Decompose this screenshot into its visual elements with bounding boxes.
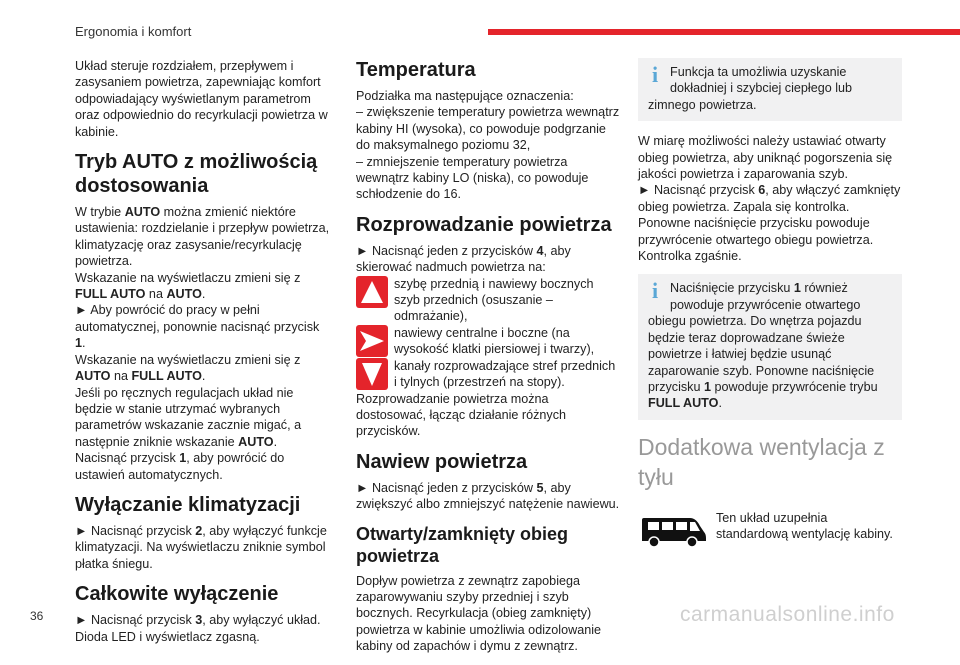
- face-airflow-icon: [356, 325, 388, 357]
- feet-airflow-icon: [356, 358, 388, 390]
- recirc-advice-paragraph: W miarę możliwości należy ustawiać otwarty obieg powietrza, aby uniknąć pogorszenia się jakości powietrza i zaparowania szyb.: [638, 134, 893, 182]
- column-2: [356, 58, 620, 665]
- van-icon: [638, 510, 708, 548]
- watermark: carmanualsonline.info: [680, 603, 895, 626]
- distribution-item-face: nawiewy centralne i boczne (na wysokość klatki piersiowej i twarzy),: [356, 325, 620, 358]
- recirc-button-paragraph: ► Nacisnąć przycisk 6, aby włączyć zamknięty obieg powietrza. Zapala się kontrolka.: [638, 183, 901, 214]
- recirc-off-paragraph: Ponowne naciśnięcie przycisku powoduje przywrócenie otwartego obiegu powietrza. Kontrolka zgaśnie.: [638, 216, 874, 264]
- info-box-1: i Funkcja ta umożliwia uzyskanie dokładniej i szybciej ciepłego lub zimnego powietrza.: [638, 58, 902, 121]
- temperature-heading: Temperatura: [356, 59, 476, 81]
- column-3: [638, 58, 902, 548]
- fan-heading: Nawiew powietrza: [356, 450, 528, 473]
- info-icon: i: [651, 278, 659, 304]
- full-off-paragraph: ► Nacisnąć przycisk 3, aby wyłączyć układ. Dioda LED i wyświetlacz zgasną.: [75, 613, 321, 644]
- intro-paragraph: Układ steruje rozdziałem, przepływem i zasysaniem powietrza, zapewniając komfort odpowiadający wyświetlanym parametrom oraz odpowiednio do recyrkulacji powietrza w kabinie.: [75, 59, 328, 139]
- ac-off-paragraph: ► Nacisnąć przycisk 2, aby wyłączyć funkcje klimatyzacji. Na wyświetlaczu zniknie symbol płatka śniegu.: [75, 523, 327, 571]
- distribution-intro: ► Nacisnąć jeden z przycisków 4, aby skierować nadmuch powietrza na:: [356, 243, 571, 275]
- ac-off-heading: Wyłączanie klimatyzacji: [75, 493, 301, 516]
- auto-paragraph-1: W trybie AUTO można zmienić niektóre ustawienia: rozdzielanie i przepływ powietrza, klimatyzację oraz zasysanie/recyrkulację powietrza. Wskazanie na wyświetlaczu zmieni się z FULL AUTO na AUTO. ► Aby powrócić do pracy w pełni automatycznej, ponownie nacisnąć przycisk 1. Wskazanie na wyświetlaczu zmieni się z AUTO na FULL AUTO. Jeśli po ręcznych regulacjach układ nie będzie w stanie utrzymać wybranych parametrów wskazanie zacznie migać, a następnie zniknie wskazanie AUTO. Nacisnąć przycisk 1, aby powrócić do ustawień automatycznych.: [75, 205, 330, 482]
- rear-ventilation-text: Ten układ uzupełnia standardową wentylację kabiny.: [716, 510, 893, 542]
- windscreen-airflow-icon: [356, 276, 388, 308]
- auto-mode-heading: Tryb AUTO z możliwością dostosowania: [75, 151, 318, 198]
- distribution-item-windscreen: szybę przednią i nawiewy bocznych szyb przednich (osuszanie – odmrażanie),: [356, 276, 620, 325]
- header-title: Ergonomia i komfort: [75, 24, 192, 39]
- info-icon: i: [651, 62, 659, 87]
- temperature-paragraph: Podziałka ma następujące oznaczenia: – zwiększenie temperatury powietrza wewnątrz kabiny HI (wysoka), co powoduje podgrzanie do maksymalnego poziomu 32, – zmniejszenie temperatury powietrza wewnątrz kabiny LO (niska), co powoduje schłodzenie do 16.: [356, 89, 620, 202]
- distribution-outro: Rozprowadzanie powietrza można dostosować, łącząc działanie różnych przycisków.: [356, 391, 567, 439]
- rear-ventilation-heading: Dodatkowa wentylacja z tyłu: [638, 433, 885, 490]
- distribution-item-feet: kanały rozprowadzające stref przednich i tylnych (przestrzeń na stopy).: [356, 358, 620, 391]
- page-number: 36: [30, 609, 44, 623]
- fan-paragraph: ► Nacisnąć jeden z przycisków 5, aby zwiększyć albo zmniejszyć natężenie nawiewu.: [356, 480, 620, 512]
- rear-ventilation-row: [638, 510, 902, 548]
- full-off-heading: Całkowite wyłączenie: [75, 583, 279, 606]
- column-1: [75, 58, 331, 655]
- info-box-2: i Naciśnięcie przycisku 1 również powoduje przywrócenie otwartego obiegu powietrza. Do wnętrza pojazdu będzie teraz doprowadzane świeże powietrze i łatwiej będzie usunąć zaparowanie szyb. Ponowne naciśnięcie przycisku 1 powoduje przywrócenie trybu FULL AUTO.: [638, 274, 902, 419]
- recirculation-paragraph: Dopływ powietrza z zewnątrz zapobiega zaparowywaniu szyby przedniej i szyb bocznych. Recyrkulacja (obieg zamknięty) powietrza w kabinie umożliwia odizolowanie kabiny od zapachów i dymu z zewnątrz.: [356, 573, 602, 654]
- recirculation-heading: Otwarty/zamknięty obieg powietrza: [356, 523, 569, 566]
- header-accent-bar: [488, 29, 960, 35]
- distribution-heading: Rozprowadzanie powietrza: [356, 213, 612, 236]
